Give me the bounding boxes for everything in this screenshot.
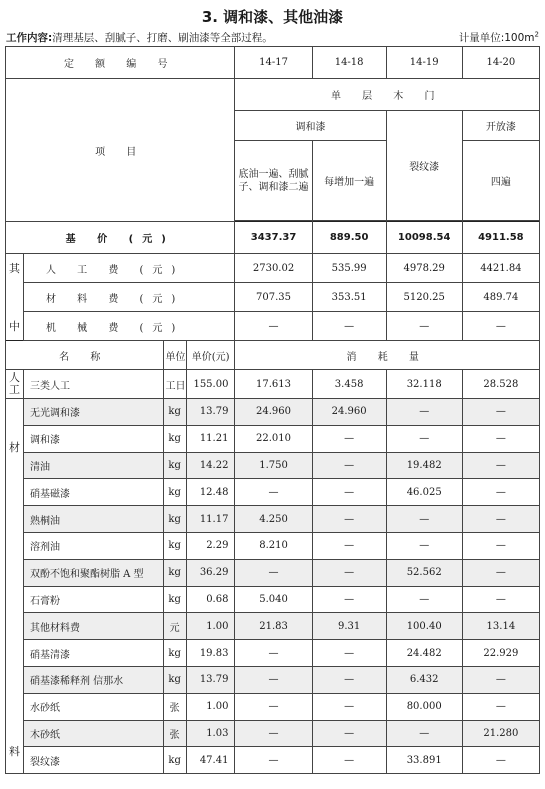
code-14-20: 14-20 xyxy=(462,47,539,79)
material-row xyxy=(6,479,540,506)
material-unit: kg xyxy=(163,532,186,559)
labor-name: 三类人工 xyxy=(23,370,163,399)
breakdown-value: — xyxy=(312,312,386,341)
breakdown-label xyxy=(23,254,234,283)
material-name: 溶剂油 xyxy=(23,532,163,559)
material-value: 24.960 xyxy=(312,399,386,426)
material-category-char: 料 xyxy=(8,745,20,758)
consumption-header xyxy=(235,341,540,370)
material-row xyxy=(6,399,540,426)
work-content xyxy=(6,30,273,45)
material-name: 清油 xyxy=(23,452,163,479)
material-value: 24.960 xyxy=(235,399,312,426)
material-value: — xyxy=(462,532,539,559)
material-unit: 张 xyxy=(163,693,186,720)
labor-price: 155.00 xyxy=(186,370,235,399)
material-price: 1.03 xyxy=(186,720,235,747)
material-unit: 元 xyxy=(163,613,186,640)
material-name: 双酚不饱和聚酯树脂 A 型 xyxy=(23,559,163,586)
labor-value: 28.528 xyxy=(462,370,539,399)
material-value: — xyxy=(312,720,386,747)
material-price: 14.22 xyxy=(186,452,235,479)
material-value: 22.929 xyxy=(462,640,539,667)
material-value: — xyxy=(312,747,386,774)
breakdown-category: 其 xyxy=(6,254,24,283)
name-header xyxy=(6,341,164,370)
col3-desc: 裂纹漆 xyxy=(386,111,462,221)
material-unit: kg xyxy=(163,640,186,667)
quota-number-row xyxy=(6,47,540,79)
material-value: 8.210 xyxy=(235,532,312,559)
material-price: 12.48 xyxy=(186,479,235,506)
base-price-value: 3437.37 xyxy=(235,222,312,254)
quota-number-label: 定 额 编 号 xyxy=(6,47,235,79)
material-name: 其他材料费 xyxy=(23,613,163,640)
material-price: 0.68 xyxy=(186,586,235,613)
material-value: — xyxy=(312,640,386,667)
material-value: — xyxy=(312,452,386,479)
material-value: 13.14 xyxy=(462,613,539,640)
material-name: 裂纹漆 xyxy=(23,747,163,774)
material-row xyxy=(6,425,540,452)
material-value: — xyxy=(386,506,462,533)
material-value: 22.010 xyxy=(235,425,312,452)
breakdown-value: 535.99 xyxy=(312,254,386,283)
base-price-value: 10098.54 xyxy=(386,222,462,254)
material-value: — xyxy=(386,586,462,613)
material-value: — xyxy=(312,666,386,693)
material-value: — xyxy=(312,506,386,533)
breakdown-value: 4978.29 xyxy=(386,254,462,283)
breakdown-value: — xyxy=(235,312,312,341)
material-unit: kg xyxy=(163,506,186,533)
material-row xyxy=(6,613,540,640)
col4-desc: 四遍 xyxy=(462,141,539,221)
material-value: — xyxy=(462,479,539,506)
breakdown-category xyxy=(6,283,24,312)
breakdown-label-text: 机 械 费 (元) xyxy=(45,322,185,334)
consumption-header-row xyxy=(6,341,540,370)
breakdown-value: — xyxy=(386,312,462,341)
material-value: 24.482 xyxy=(386,640,462,667)
price-header: 单价(元) xyxy=(186,341,235,370)
quota-table xyxy=(5,46,540,774)
material-category-char: 材 xyxy=(8,441,20,454)
material-value: — xyxy=(462,747,539,774)
material-unit: kg xyxy=(163,586,186,613)
material-value: — xyxy=(235,559,312,586)
material-value: 21.280 xyxy=(462,720,539,747)
material-row xyxy=(6,532,540,559)
material-value: 19.482 xyxy=(386,452,462,479)
material-value: — xyxy=(462,506,539,533)
material-price: 13.79 xyxy=(186,399,235,426)
material-value: 100.40 xyxy=(386,613,462,640)
breakdown-value: 4421.84 xyxy=(462,254,539,283)
material-name: 熟桐油 xyxy=(23,506,163,533)
material-name: 硝基清漆 xyxy=(23,640,163,667)
material-value: — xyxy=(235,747,312,774)
material-value: — xyxy=(386,425,462,452)
base-price-row xyxy=(6,222,540,254)
material-name: 无光调和漆 xyxy=(23,399,163,426)
breakdown-value: — xyxy=(462,312,539,341)
material-value: — xyxy=(312,425,386,452)
material-category xyxy=(6,399,24,774)
breakdown-label xyxy=(23,283,234,312)
material-unit: 张 xyxy=(163,720,186,747)
material-value: — xyxy=(462,559,539,586)
base-price-value: 4911.58 xyxy=(462,222,539,254)
breakdown-value: 489.74 xyxy=(462,283,539,312)
material-unit: kg xyxy=(163,559,186,586)
material-value: — xyxy=(462,693,539,720)
material-unit: kg xyxy=(163,666,186,693)
material-value: — xyxy=(462,399,539,426)
labor-value: 32.118 xyxy=(386,370,462,399)
material-name: 水砂纸 xyxy=(23,693,163,720)
material-value: — xyxy=(462,586,539,613)
material-name: 硝基漆稀释剂 信那水 xyxy=(23,666,163,693)
item-label: 项 目 xyxy=(6,79,235,222)
material-price: 11.17 xyxy=(186,506,235,533)
page-title: 3. 调和漆、其他油漆 xyxy=(201,8,344,26)
material-value: — xyxy=(462,425,539,452)
breakdown-category: 中 xyxy=(6,312,24,341)
material-value: — xyxy=(312,586,386,613)
material-value: — xyxy=(235,720,312,747)
unit-header: 单位 xyxy=(163,341,186,370)
unit-superscript: 2 xyxy=(534,30,539,39)
labor-category-char: 人 xyxy=(8,371,20,384)
cost-breakdown-row xyxy=(6,254,540,283)
tiaohe-label: 调和漆 xyxy=(235,111,386,141)
consumption-header-text: 消 耗 量 xyxy=(346,351,428,363)
material-value: — xyxy=(312,693,386,720)
material-value: 4.250 xyxy=(235,506,312,533)
breakdown-label-text: 材 料 费 (元) xyxy=(45,293,185,305)
work-content-text: 清理基层、刮腻子、打磨、刷油漆等全部过程。 xyxy=(52,32,273,44)
material-value: 46.025 xyxy=(386,479,462,506)
code-14-19: 14-19 xyxy=(386,47,462,79)
material-value: 52.562 xyxy=(386,559,462,586)
material-value: — xyxy=(235,640,312,667)
material-name: 石膏粉 xyxy=(23,586,163,613)
material-price: 2.29 xyxy=(186,532,235,559)
material-row xyxy=(6,586,540,613)
material-value: — xyxy=(462,452,539,479)
material-row xyxy=(6,666,540,693)
material-price: 36.29 xyxy=(186,559,235,586)
material-price: 13.79 xyxy=(186,666,235,693)
material-row xyxy=(6,720,540,747)
material-unit: kg xyxy=(163,452,186,479)
material-value: — xyxy=(235,666,312,693)
unit-label: 计量单位:100m xyxy=(458,32,535,44)
material-unit: kg xyxy=(163,425,186,452)
material-value: — xyxy=(386,532,462,559)
work-content-label: 工作内容: xyxy=(6,32,53,44)
material-value: — xyxy=(386,399,462,426)
base-price-value: 889.50 xyxy=(312,222,386,254)
material-name: 硝基磁漆 xyxy=(23,479,163,506)
group-label: 单 层 木 门 xyxy=(235,79,540,111)
material-price: 11.21 xyxy=(186,425,235,452)
material-price: 19.83 xyxy=(186,640,235,667)
code-14-17: 14-17 xyxy=(235,47,312,79)
kaifang-label: 开放漆 xyxy=(462,111,539,141)
group-row xyxy=(6,79,540,111)
breakdown-value: 353.51 xyxy=(312,283,386,312)
col2-desc: 每增加一遍 xyxy=(312,141,386,221)
material-price: 1.00 xyxy=(186,613,235,640)
material-value: 9.31 xyxy=(312,613,386,640)
breakdown-label-text: 人 工 费 (元) xyxy=(45,264,185,276)
cost-breakdown-row xyxy=(6,312,540,341)
labor-row xyxy=(6,370,540,399)
material-value: 5.040 xyxy=(235,586,312,613)
material-row xyxy=(6,693,540,720)
material-value: — xyxy=(386,720,462,747)
labor-value: 3.458 xyxy=(312,370,386,399)
material-value: — xyxy=(235,479,312,506)
material-value: 21.83 xyxy=(235,613,312,640)
material-name: 调和漆 xyxy=(23,425,163,452)
material-value: — xyxy=(312,479,386,506)
material-unit: kg xyxy=(163,399,186,426)
material-row xyxy=(6,506,540,533)
material-value: 6.432 xyxy=(386,666,462,693)
material-unit: kg xyxy=(163,747,186,774)
breakdown-value: 2730.02 xyxy=(235,254,312,283)
material-row xyxy=(6,452,540,479)
breakdown-value: 5120.25 xyxy=(386,283,462,312)
material-value: 1.750 xyxy=(235,452,312,479)
code-14-18: 14-18 xyxy=(312,47,386,79)
breakdown-value: 707.35 xyxy=(235,283,312,312)
material-value: 33.891 xyxy=(386,747,462,774)
material-price: 47.41 xyxy=(186,747,235,774)
material-value: — xyxy=(312,532,386,559)
material-price: 1.00 xyxy=(186,693,235,720)
name-header-text: 名 称 xyxy=(59,351,110,363)
material-value: 80.000 xyxy=(386,693,462,720)
labor-category-char: 工 xyxy=(8,383,20,396)
labor-unit: 工日 xyxy=(163,370,186,399)
material-row xyxy=(6,747,540,774)
measurement-unit xyxy=(459,30,539,45)
material-value: — xyxy=(462,666,539,693)
base-price-label: 基 价 (元) xyxy=(6,222,235,254)
labor-category xyxy=(6,370,24,399)
material-name: 木砂纸 xyxy=(23,720,163,747)
col1-desc: 底油一遍、刮腻子、调和漆二遍 xyxy=(235,141,312,221)
material-value: — xyxy=(235,693,312,720)
labor-value: 17.613 xyxy=(235,370,312,399)
cost-breakdown-row xyxy=(6,283,540,312)
material-row xyxy=(6,640,540,667)
material-row xyxy=(6,559,540,586)
material-unit: kg xyxy=(163,479,186,506)
material-value: — xyxy=(312,559,386,586)
breakdown-label xyxy=(23,312,234,341)
